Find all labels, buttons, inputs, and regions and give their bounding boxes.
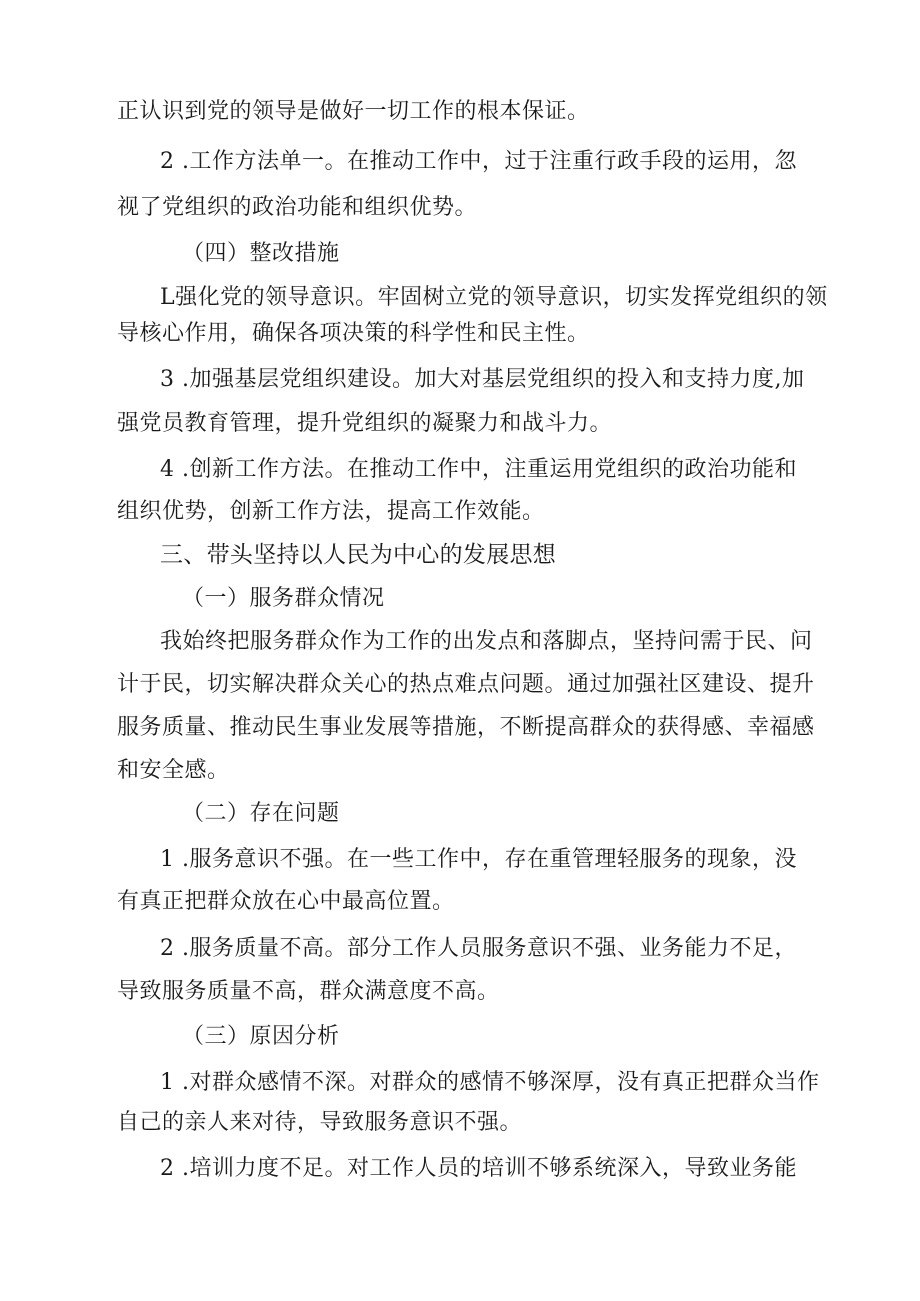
text-line: 组织优势，创新工作方法，提高工作效能。 — [117, 499, 545, 524]
text-line: 导致服务质量不高，群众满意度不高。 — [117, 979, 500, 1004]
text-line: L强化党的领导意识。牢固树立党的领导意识，切实发挥党组织的领 — [160, 285, 828, 310]
text-line: 导核心作用，确保各项决策的科学性和民主性。 — [117, 321, 590, 346]
text-line: 计于民，切实解决群众关心的热点难点问题。通过加强社区建设、提升 — [117, 672, 815, 697]
text-line: 自己的亲人来对待，导致服务意识不强。 — [117, 1110, 523, 1135]
text-line: 强党员教育管理，提升党组织的凝聚力和战斗力。 — [117, 411, 613, 436]
section-subheading: （三）原因分析 — [182, 1024, 340, 1049]
text-line: 1 .服务意识不强。在一些工作中，存在重管理轻服务的现象，没 — [160, 847, 797, 872]
section-heading: 三、带头坚持以人民为中心的发展思想 — [160, 542, 557, 568]
text-line: 2 .服务质量不高。部分工作人员服务意识不强、业务能力不足， — [160, 936, 797, 961]
section-subheading: （一）服务群众情况 — [182, 586, 385, 611]
text-line: 2 .培训力度不足。对工作人员的培训不够系统深入，导致业务能 — [160, 1156, 797, 1181]
text-line: 3 .加强基层党组织建设。加大对基层党组织的投入和支持力度,加 — [160, 367, 805, 392]
text-line: 和安全感。 — [117, 758, 230, 783]
text-line: 服务质量、推动民生事业发展等措施，不断提高群众的获得感、幸福感 — [117, 715, 815, 740]
section-subheading: （四）整改措施 — [182, 241, 340, 266]
section-subheading: （二）存在问题 — [182, 801, 340, 826]
text-line: 1 .对群众感情不深。对群众的感情不够深厚，没有真正把群众当作 — [160, 1070, 820, 1095]
text-line: 2 .工作方法单一。在推动工作中，过于注重行政手段的运用，忽 — [160, 149, 797, 174]
text-line: 视了党组织的政治功能和组织优势。 — [117, 195, 478, 220]
text-line: 4 .创新工作方法。在推动工作中，注重运用党组织的政治功能和 — [160, 457, 797, 482]
text-line: 我始终把服务群众作为工作的出发点和落脚点，坚持问需于民、问 — [160, 629, 813, 654]
text-line: 有真正把群众放在心中最高位置。 — [117, 889, 455, 914]
text-line: 正认识到党的领导是做好一切工作的根本保证。 — [117, 99, 590, 124]
